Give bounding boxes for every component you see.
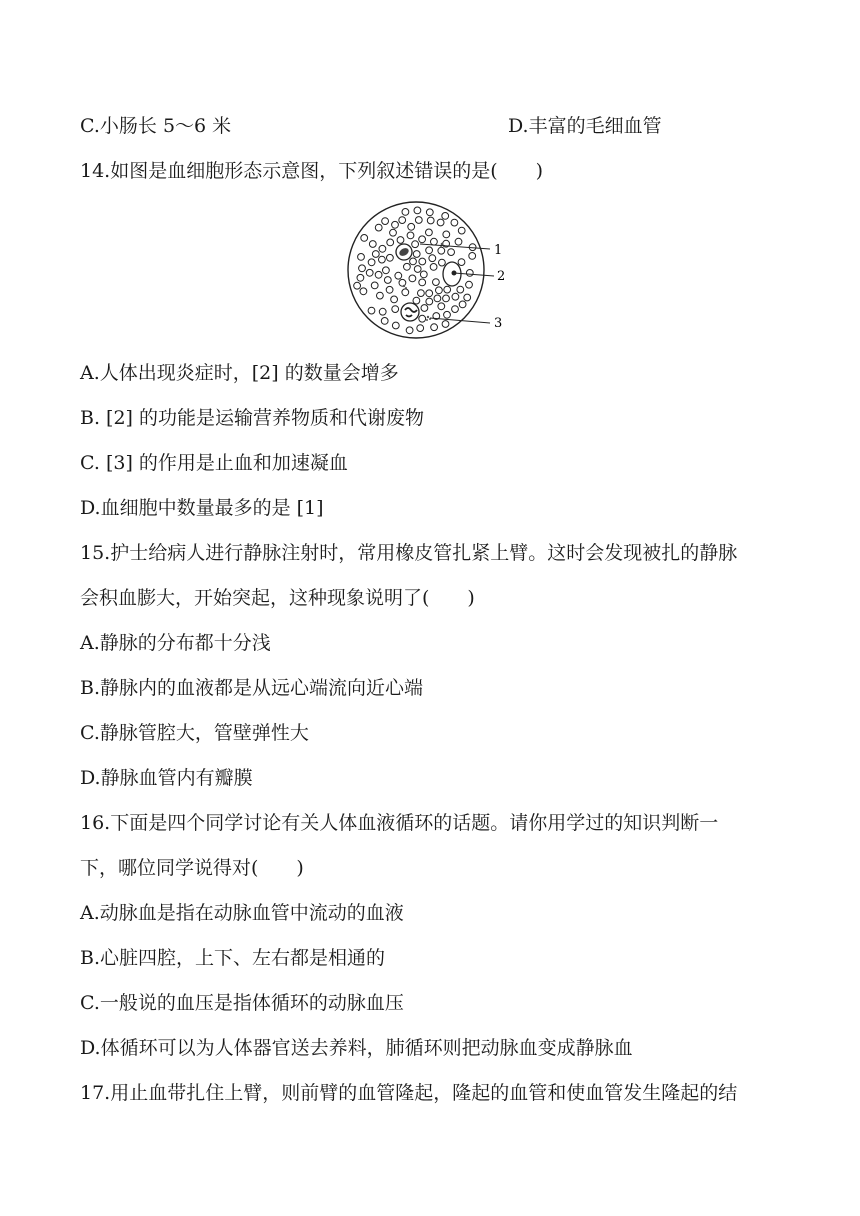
red-blood-cell [379,308,386,315]
label-1: 1 [494,243,503,258]
red-blood-cell [384,277,391,284]
red-blood-cell [366,269,373,276]
red-blood-cell [375,224,382,231]
red-blood-cell [419,258,426,265]
red-blood-cell [391,296,398,303]
red-blood-cell [392,306,399,313]
red-blood-cell [382,218,389,225]
red-blood-cell [359,265,366,272]
blood-cell-diagram [344,196,514,344]
red-blood-cell [419,236,426,243]
red-blood-cell [406,327,413,334]
red-blood-cell [427,217,434,224]
red-blood-cell [404,263,411,270]
red-blood-cell [371,282,378,289]
red-blood-cell [381,318,388,325]
red-blood-cell [430,264,437,271]
red-blood-cell [395,272,402,279]
red-blood-cell [458,227,465,234]
red-blood-cell [369,241,376,248]
q14-option-c: C. [3] 的作用是止血和加速凝血 [80,452,348,474]
red-blood-cell [417,325,424,332]
question-15-line1: 15.护士给病人进行静脉注射时，常用橡皮管扎紧上臂。这时会发现被扎的静脉 [80,542,738,564]
red-blood-cell [452,306,459,313]
red-blood-cell [438,247,445,254]
question-15-line2: 会积血膨大，开始突起，这种现象说明了( ) [80,587,475,609]
q16-option-d: D.体循环可以为人体器官送去养料，肺循环则把动脉血变成静脉血 [80,1037,633,1059]
red-blood-cell [443,295,450,302]
red-blood-cell [452,293,459,300]
red-blood-cell [459,301,466,308]
red-blood-cell [413,251,420,258]
red-blood-cell [457,286,464,293]
red-blood-cell [464,294,471,301]
red-blood-cell [414,266,421,273]
red-blood-cell [426,247,433,254]
red-blood-cell [379,245,386,252]
red-blood-cell [419,279,426,286]
red-blood-cell [377,292,384,299]
red-blood-cell [421,305,428,312]
label-3: 3 [494,316,503,331]
red-blood-cell [368,259,375,266]
red-blood-cell [442,213,449,220]
red-blood-cell [433,279,440,286]
q16-option-a: A.动脉血是指在动脉血管中流动的血液 [80,902,404,924]
question-16-line1: 16.下面是四个同学讨论有关人体血液循环的话题。请你用学过的知识判断一 [80,812,719,834]
q15-option-a: A.静脉的分布都十分浅 [80,632,271,654]
question-16-line2: 下，哪位同学说得对( ) [80,857,304,879]
red-blood-cell [402,209,409,216]
red-blood-cell [419,315,426,322]
red-blood-cell [431,238,438,245]
q16-option-c: C.一般说的血压是指体循环的动脉血压 [80,992,404,1014]
q15-option-c: C.静脉管腔大，管壁弹性大 [80,722,309,744]
red-blood-cell [444,286,451,293]
red-blood-cell [402,289,409,296]
red-blood-cell [442,321,449,328]
red-blood-cell [397,237,404,244]
red-blood-cell [418,290,425,297]
red-blood-cell [399,217,406,224]
red-blood-cell [426,298,433,305]
red-blood-cell [466,281,473,288]
red-blood-cell [354,282,361,289]
red-blood-cell [413,297,420,304]
red-blood-cell [407,232,414,239]
red-blood-cell [357,274,364,281]
red-blood-cell [437,219,444,226]
red-blood-cell [392,221,399,228]
white-blood-cell-large [443,262,461,286]
q14-option-d: D.血细胞中数量最多的是 [1] [80,497,324,519]
red-blood-cell [414,207,421,214]
red-blood-cell [415,217,422,224]
red-blood-cell [469,253,476,260]
red-blood-cell [386,286,393,293]
label-2: 2 [497,269,506,284]
question-14: 14.如图是血细胞形态示意图，下列叙述错误的是( ) [80,160,544,182]
white-blood-cell-small [396,244,412,260]
white-blood-cell-3 [401,303,419,321]
red-blood-cell [360,288,367,295]
option-d-q13: D.丰富的毛细血管 [508,115,662,137]
q15-option-b: B.静脉内的血液都是从远心端流向近心端 [80,677,424,699]
red-blood-cell [412,241,419,248]
red-blood-cell [372,251,379,258]
red-blood-cell [451,219,458,226]
red-blood-cell [426,209,433,216]
red-blood-cell [444,311,451,318]
red-blood-cell [448,249,455,256]
red-blood-cell [410,258,417,265]
red-blood-cell [458,259,465,266]
red-blood-cell [408,223,415,230]
red-blood-cell [426,290,433,297]
red-blood-cell [383,267,390,274]
red-blood-cell [431,324,438,331]
red-blood-cell [420,271,427,278]
q15-option-d: D.静脉血管内有瓣膜 [80,767,253,789]
red-blood-cell [387,254,394,261]
red-blood-cell [438,303,445,310]
red-blood-cell [387,239,394,246]
red-blood-cell [409,275,416,282]
red-blood-cell [443,231,450,238]
red-blood-cell [429,255,436,262]
q16-option-b: B.心脏四腔，上下、左右都是相通的 [80,947,386,969]
red-blood-cell [361,235,368,242]
red-blood-cell [436,287,443,294]
red-blood-cell [426,229,433,236]
red-blood-cell [434,295,441,302]
question-17-line1: 17.用止血带扎住上臂，则前臂的血管隆起，隆起的血管和使血管发生隆起的结 [80,1082,738,1104]
red-blood-cell [439,259,446,266]
q14-option-a: A.人体出现炎症时，[2] 的数量会增多 [80,362,399,384]
red-blood-cell [375,271,382,278]
red-blood-cell [390,229,397,236]
red-blood-cell [392,322,399,329]
option-c-q13: C.小肠长 5～6 米 [80,115,232,137]
red-blood-cell [358,254,365,261]
q14-option-b: B. [2] 的功能是运输营养物质和代谢废物 [80,407,424,429]
red-blood-cell [368,307,375,314]
red-blood-cell [379,256,386,263]
red-blood-cell [455,238,462,245]
red-blood-cell [466,270,473,277]
